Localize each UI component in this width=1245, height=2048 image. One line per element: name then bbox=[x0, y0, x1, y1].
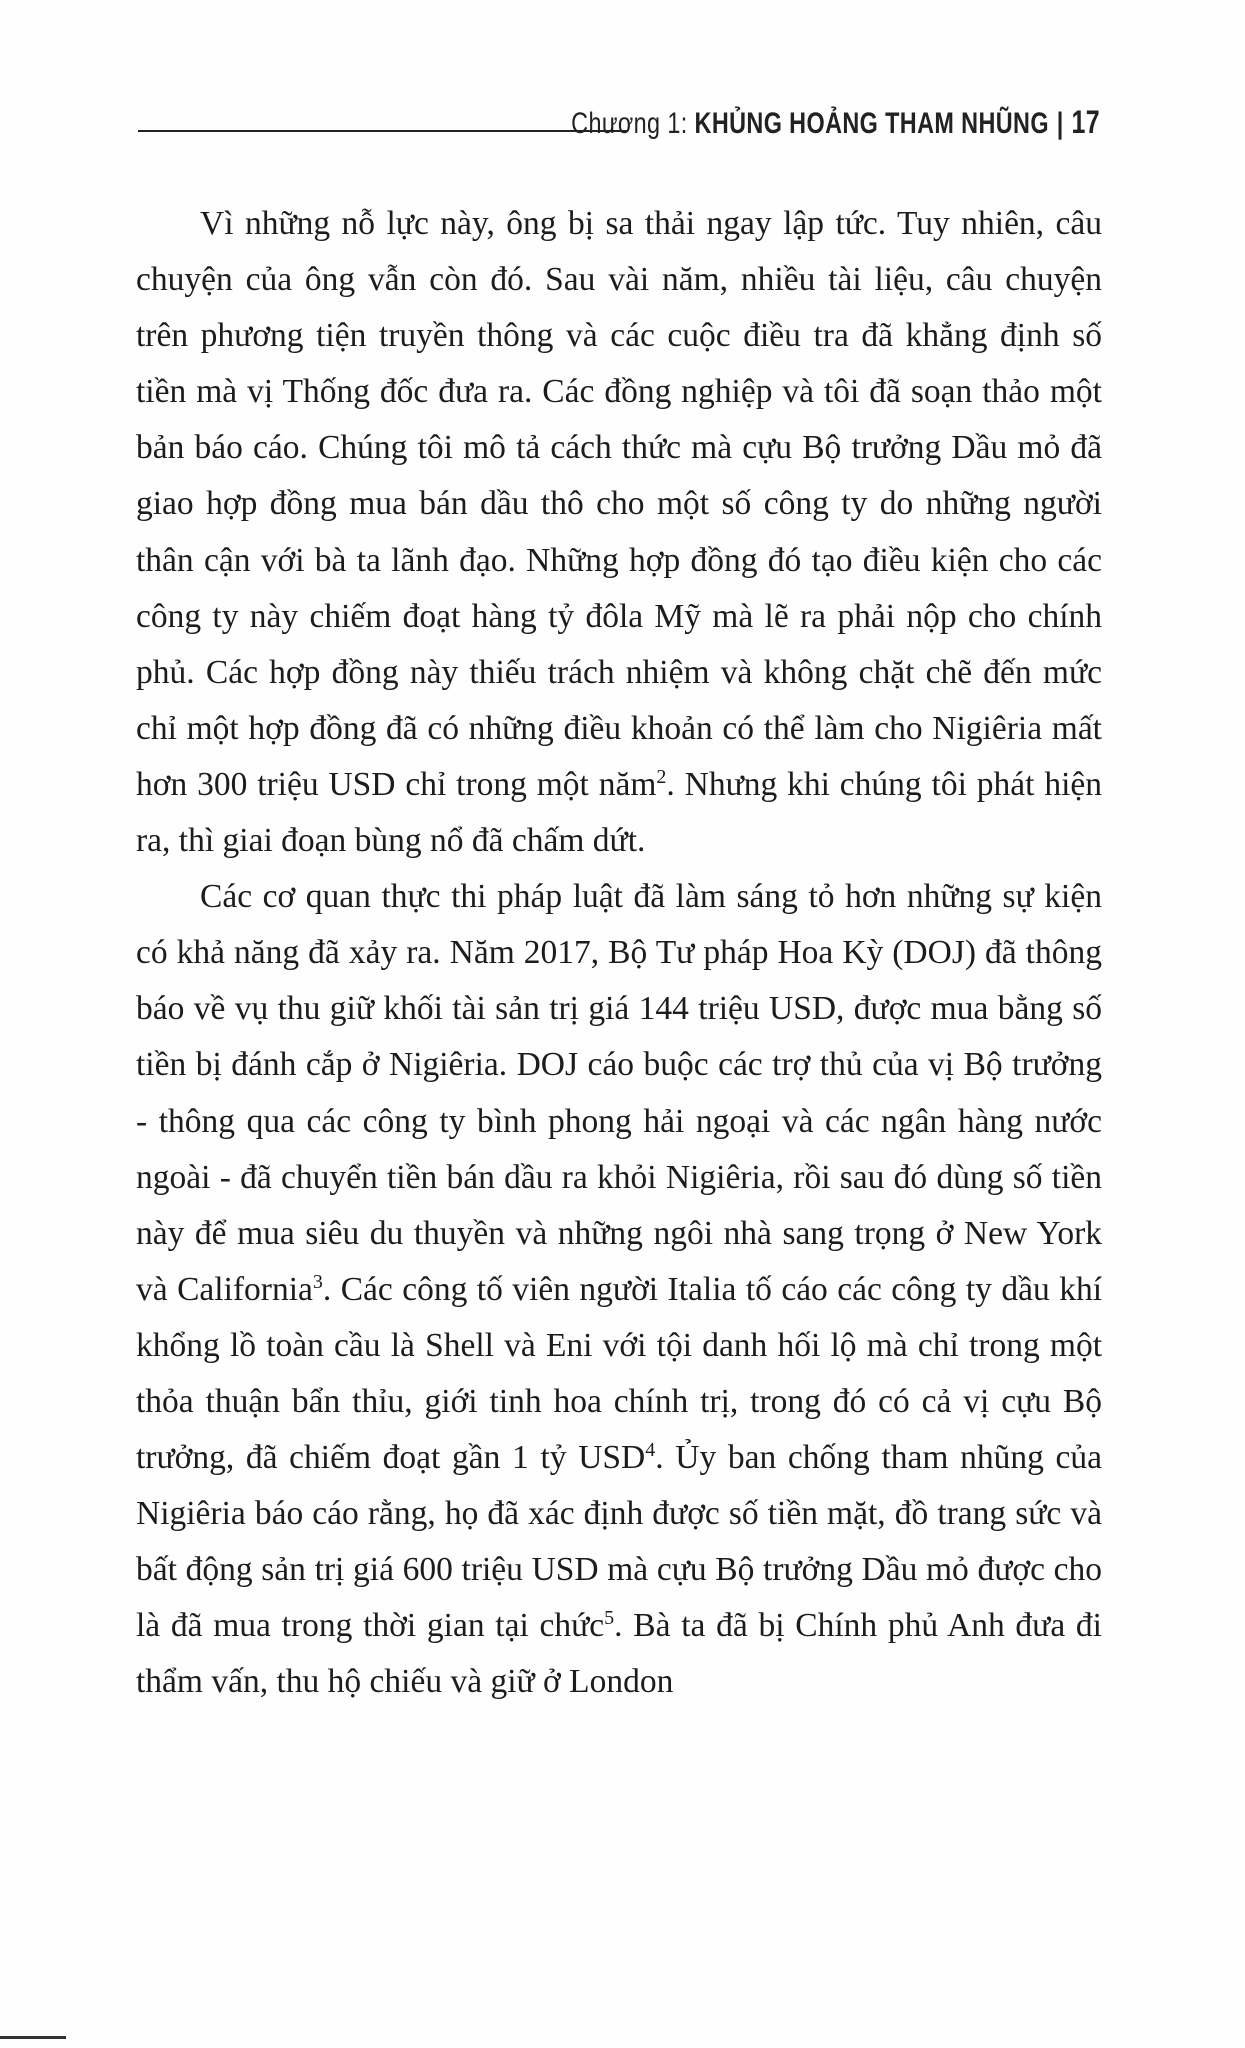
running-header bbox=[138, 104, 1100, 148]
paragraph bbox=[136, 196, 1102, 869]
page-number: 17 bbox=[1071, 104, 1100, 140]
paragraph bbox=[136, 869, 1102, 1710]
paragraph-text: . Nhưng khi chúng tôi phát hiện ra, thì giai đoạn bùng nổ đã chấm dứt. bbox=[136, 765, 1102, 860]
header-text bbox=[571, 104, 1100, 141]
chapter-title: KHỦNG HOẢNG THAM NHŨNG bbox=[694, 107, 1049, 140]
paragraph-text: . Các công tố viên người Italia tố cáo các công ty dầu khí khổng lồ toàn cầu là Shell và Eni với tội danh hối lộ mà chỉ trong một thỏa thuận bẩn thỉu, giới tinh hoa chính trị, trong đó có cả vị cựu Bộ trưởng, đã chiếm đoạt gần 1 tỷ USD bbox=[136, 1270, 1103, 1477]
paragraph-text: . Bà ta đã bị Chính phủ Anh đưa đi thẩm vấn, thu hộ chiếu và giữ ở London bbox=[136, 1607, 1102, 1701]
chapter-label: Chương 1: bbox=[571, 107, 688, 140]
footnote-ref[interactable]: 2 bbox=[656, 765, 667, 788]
body-text bbox=[136, 196, 1102, 1711]
footnote-ref[interactable]: 4 bbox=[645, 1438, 656, 1461]
footnote-ref[interactable]: 3 bbox=[312, 1270, 323, 1293]
footnote-ref[interactable]: 5 bbox=[604, 1607, 615, 1630]
header-rule bbox=[138, 130, 628, 132]
paragraph-text: Các cơ quan thực thi pháp luật đã làm sáng tỏ hơn những sự kiện có khả năng đã xảy ra. Năm 2017, Bộ Tư pháp Hoa Kỳ (DOJ) đã thông báo về vụ thu giữ khối tài sản trị giá 144 triệu USD, được mua bằng số tiền bị đánh cắp ở Nigiêria. DOJ cáo buộc các trợ thủ của vị Bộ trưởng - thông qua các công ty bình phong hải ngoại và các ngân hàng nước ngoài - đã chuyển tiền bán dầu ra khỏi Nigiêria, rồi sau đó dùng số tiền này để mua siêu du thuyền và những ngôi nhà sang trọng ở New York và California bbox=[136, 878, 1102, 1308]
page-edge-mark bbox=[0, 2036, 66, 2039]
header-separator: | bbox=[1056, 107, 1064, 140]
paragraph-text: . Ủy ban chống tham nhũng của Nigiêria báo cáo rằng, họ đã xác định được số tiền mặt, đồ trang sức và bất động sản trị giá 600 triệu USD mà cựu Bộ trưởng Dầu mỏ được cho là đã mua trong thời gian tại chức bbox=[136, 1439, 1102, 1645]
paragraph-text: Vì những nỗ lực này, ông bị sa thải ngay lập tức. Tuy nhiên, câu chuyện của ông vẫn còn đó. Sau vài năm, nhiều tài liệu, câu chuyện trên phương tiện truyền thông và các cuộc điều tra đã khẳng định số tiền mà vị Thống đốc đưa ra. Các đồng nghiệp và tôi đã soạn thảo một bản báo cáo. Chúng tôi mô tả cách thức mà cựu Bộ trưởng Dầu mỏ đã giao hợp đồng mua bán dầu thô cho một số công ty do những người thân cận với bà ta lãnh đạo. Những hợp đồng đó tạo điều kiện cho các công ty này chiếm đoạt hàng tỷ đôla Mỹ mà lẽ ra phải nộp cho chính phủ. Các hợp đồng này thiếu trách nhiệm và không chặt chẽ đến mức chỉ một hợp đồng đã có những điều khoản có thể làm cho Nigiêria mất hơn 300 triệu USD chỉ trong một năm bbox=[136, 205, 1102, 803]
